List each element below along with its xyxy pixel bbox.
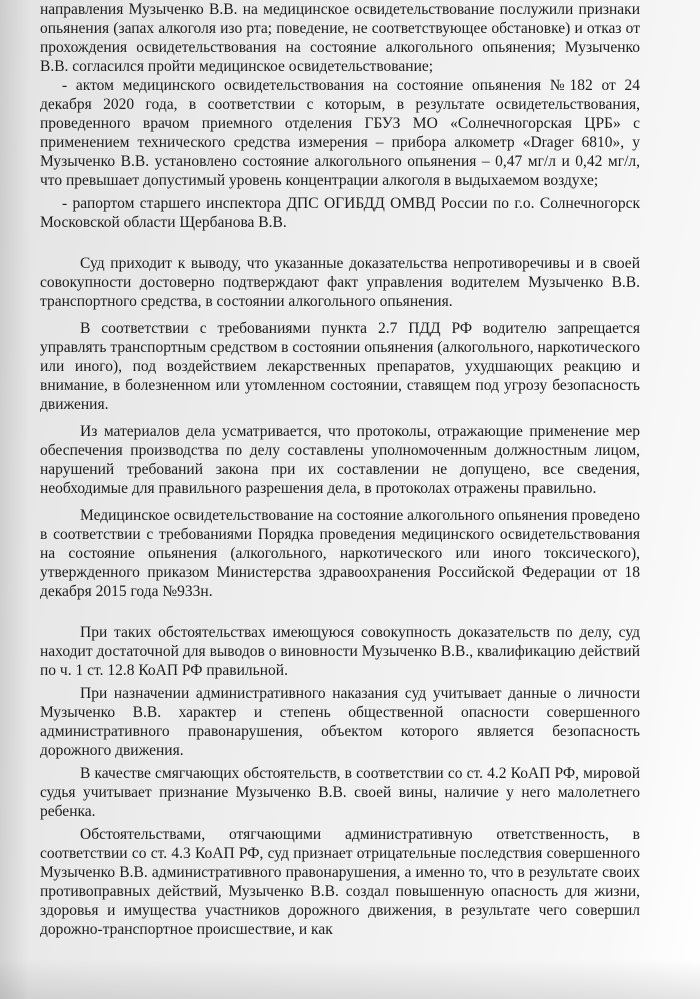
- scan-edge-shadow: [0, 0, 30, 999]
- paragraph-medical-procedure: Медицинское освидетельствование на состояние алкогольного опьянения проведено в соответствии с требованиями Порядка проведения медицинского освидетельствования на состояние опьянения (алкогольного, наркотического или иного токсического), утвержденного приказом Министерства здравоохранения Российской Федерации от 18 декабря 2015 года №933н.: [40, 507, 640, 600]
- list-item-inspector-report: - рапортом старшего инспектора ДПС ОГИБДД ОМВД России по г.о. Солнечногорск Московской области Щербанова В.В.: [40, 195, 640, 231]
- paragraph-medical-referral: направления Музыченко В.В. на медицинское освидетельствование послужили признаки опьянения (запах алкоголя изо рта; поведение, не соответствующее обстановке) и отказ от прохождения освидетельствования на состояние алкогольного опьянения; Музыченко В.В. согласился пройти медицинское освидетельствование;: [40, 1, 640, 75]
- document-body: [40, 0, 640, 939]
- scan-bottom-shadow: [0, 959, 700, 999]
- paragraph-qualification: При таких обстоятельствах имеющуюся совокупность доказательств по делу, суд находит достаточной для выводов о виновности Музыченко В.В., квалификацию действий по ч. 1 ст. 12.8 КоАП РФ правильной.: [40, 624, 640, 679]
- paragraph-case-materials: Из материалов дела усматривается, что протоколы, отражающие применение мер обеспечения производства по делу составлены уполномоченным должностным лицом, нарушений требований закона при их составлении не допущено, все сведения, необходимые для правильного разрешения дела, в протоколах отражены правильно.: [40, 423, 640, 497]
- paragraph-court-conclusion: Суд приходит к выводу, что указанные доказательства непротиворечивы и в своей совокупности достоверно подтверждают факт управления водителем Музыченко В.В. транспортного средства, в состоянии алкогольного опьянения.: [40, 255, 640, 310]
- paragraph-mitigating-circumstances: В качестве смягчающих обстоятельств, в соответствии со ст. 4.2 КоАП РФ, мировой судья учитывает признание Музыченко В.В. своей вины, наличие у него малолетнего ребенка.: [40, 765, 640, 820]
- list-item-medical-act: - актом медицинского освидетельствования на состояние опьянения №182 от 24 декабря 2020 года, в соответствии с которым, в результате освидетельствования, проведенного врачом приемного отделения ГБУЗ МО «Солнечногорская ЦРБ» с применением технического средства измерения – прибора алкометр «Drager 6810», у Музыченко В.В. установлено состояние алкогольного опьянения – 0,47 мг/л и 0,42 мг/л, что превышает допустимый уровень концентрации алкоголя в выдыхаемом воздухе;: [40, 77, 640, 189]
- paragraph-sentencing-factors: При назначении административного наказания суд учитывает данные о личности Музыченко В.В. характер и степень общественной опасности совершенного административного правонарушения, объектом которого является безопасность дорожного движения.: [40, 685, 640, 759]
- paragraph-aggravating-circumstances: Обстоятельствами, отягчающими административную ответственность, в соответствии со ст. 4.3 КоАП РФ, суд признает отрицательные последствия совершенного Музыченко В.В. административного правонарушения, а именно то, что в результате своих противоправных действий, Музыченко В.В. создал повышенную опасность для жизни, здоровья и имущества участников дорожного движения, в результате чего совершил дорожно-транспортное происшествие, и как: [40, 826, 640, 938]
- paragraph-traffic-rules: В соответствии с требованиями пункта 2.7 ПДД РФ водителю запрещается управлять транспортным средством в состоянии опьянения (алкогольного, наркотического или иного), под воздействием лекарственных препаратов, ухудшающих реакцию и внимание, в болезненном или утомленном состоянии, ставящем под угрозу безопасность движения.: [40, 320, 640, 413]
